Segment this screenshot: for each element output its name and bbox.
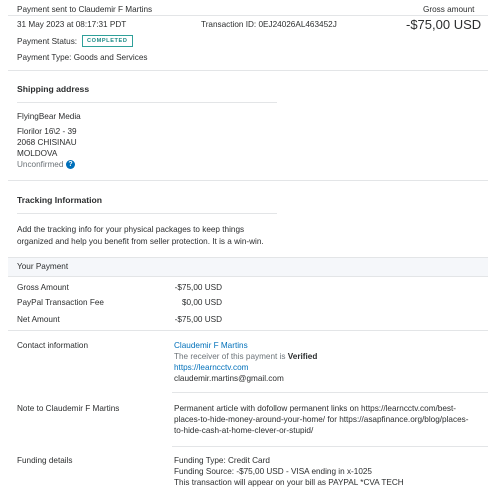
shipping-line2: 2068 CHISINAU bbox=[17, 138, 77, 147]
fee-row-label: PayPal Transaction Fee bbox=[17, 298, 104, 307]
note-line3: to-hide-cash-at-home-clever-or-stupid/ bbox=[174, 426, 314, 435]
transaction-id[interactable]: Transaction ID: 0EJ24026AL463452J bbox=[201, 20, 337, 29]
verified-word: Verified bbox=[287, 352, 318, 361]
your-payment-header bbox=[8, 258, 488, 276]
divider bbox=[8, 330, 488, 331]
shipping-country: MOLDOVA bbox=[17, 149, 58, 158]
shipping-name: FlyingBear Media bbox=[17, 112, 81, 121]
shipping-line1: Florilor 16\2 - 39 bbox=[17, 127, 77, 136]
funding-type: Funding Type: Credit Card bbox=[174, 456, 270, 465]
divider bbox=[172, 392, 488, 393]
question-circle-icon[interactable]: ? bbox=[66, 160, 75, 169]
tracking-text-line2: organized and help you benefit from seller protection. It is a win-win. bbox=[17, 237, 264, 246]
divider bbox=[17, 213, 277, 214]
divider bbox=[172, 446, 488, 447]
funding-label: Funding details bbox=[17, 456, 73, 465]
tracking-text-line1: Add the tracking info for your physical packages to keep things bbox=[17, 225, 245, 234]
divider bbox=[8, 180, 488, 181]
payment-type: Payment Type: Goods and Services bbox=[17, 53, 148, 62]
website-link[interactable]: https://learncctv.com bbox=[174, 363, 249, 372]
verified-prefix: The receiver of this payment is bbox=[174, 352, 286, 361]
gross-amount: -$75,00 USD bbox=[406, 17, 482, 32]
divider bbox=[8, 276, 488, 277]
note-label: Note to Claudemir F Martins bbox=[17, 404, 120, 413]
divider bbox=[8, 70, 488, 71]
divider bbox=[8, 15, 488, 16]
transaction-date: 31 May 2023 at 08:17:31 PDT bbox=[17, 20, 127, 29]
note-line1: Permanent article with dofollow permanent links on https://learncctv.com/best- bbox=[174, 404, 456, 413]
tracking-title: Tracking Information bbox=[17, 195, 102, 205]
fee-row-value: $0,00 USD bbox=[181, 298, 222, 307]
shipping-status: Unconfirmed bbox=[17, 160, 64, 169]
divider bbox=[17, 102, 277, 103]
note-line2: places-to-hide-money-around-your-home/ for https://asapfinance.org/blog/places- bbox=[174, 415, 469, 424]
contact-name-link[interactable]: Claudemir F Martins bbox=[174, 341, 248, 350]
gross-amount-row-value: -$75,00 USD bbox=[174, 283, 222, 292]
funding-source: Funding Source: -$75,00 USD - VISA ending in x-1025 bbox=[174, 467, 372, 476]
verified-text bbox=[174, 352, 317, 361]
gross-amount-row-label: Gross Amount bbox=[17, 283, 69, 292]
your-payment-title: Your Payment bbox=[17, 262, 69, 271]
status-label: Payment Status: bbox=[17, 37, 78, 46]
contact-email: claudemir.martins@gmail.com bbox=[174, 374, 284, 383]
contact-label: Contact information bbox=[17, 341, 88, 350]
payment-sent-to: Payment sent to Claudemir F Martins bbox=[17, 5, 153, 14]
funding-statement: This transaction will appear on your bill as PAYPAL *CVA TECH bbox=[174, 478, 404, 487]
status-badge: COMPLETED bbox=[82, 35, 133, 47]
gross-amount-label: Gross amount bbox=[423, 5, 475, 14]
shipping-title: Shipping address bbox=[17, 84, 90, 94]
net-amount-row-label: Net Amount bbox=[17, 315, 60, 324]
net-amount-row-value: -$75,00 USD bbox=[174, 315, 222, 324]
